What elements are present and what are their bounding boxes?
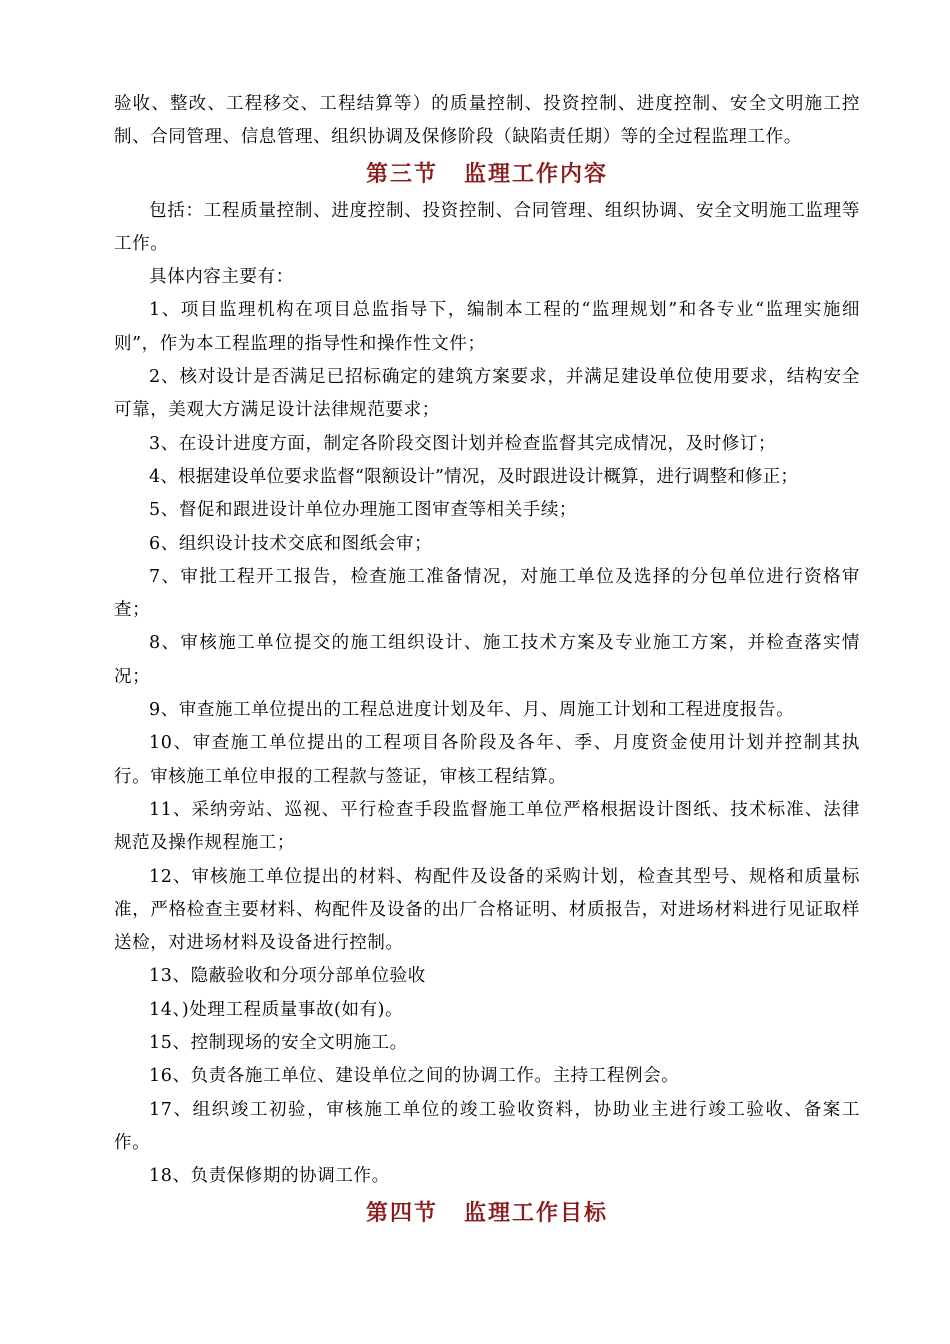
section-3-number: 第三节	[365, 161, 438, 187]
section-3-title: 监理工作内容	[464, 161, 609, 187]
list-item: 15、控制现场的安全文明施工。	[149, 1033, 408, 1054]
section-4-heading	[114, 1194, 860, 1234]
list-item: 7、审批工程开工报告，检查施工准备情况，对施工单位及选择的分包单位进行资格审查；	[114, 566, 860, 621]
list-item: 12、审核施工单位提出的材料、构配件及设备的采购计划，检查其型号、规格和质量标准，严格检查主要材料、构配件及设备的出厂合格证明、材质报告，对进场材料进行见证取样送检，对进场材料及设备进行控制。	[114, 866, 860, 954]
intro-paragraph: 验收、整改、工程移交、工程结算等）的质量控制、投资控制、进度控制、安全文明施工控制、合同管理、信息管理、组织协调及保修阶段（缺陷责任期）等的全过程监理工作。	[114, 94, 860, 148]
list-item: 17、组织竣工初验，审核施工单位的竣工验收资料，协助业主进行竣工验收、备案工作。	[114, 1099, 860, 1153]
list-item: 8、审核施工单位提交的施工组织设计、施工技术方案及专业施工方案，并检查落实情况；	[114, 633, 860, 687]
list-item: 5、督促和跟进设计单位办理施工图审查等相关手续；	[149, 500, 578, 521]
section-4-title: 监理工作目标	[464, 1200, 609, 1226]
list-item: 2、核对设计是否满足已招标确定的建筑方案要求，并满足建设单位使用要求，结构安全可靠，美观大方满足设计法律规范要求；	[114, 367, 860, 421]
lead-paragraph: 具体内容主要有：	[149, 267, 294, 288]
section-4-number: 第四节	[365, 1200, 438, 1226]
list-item: 9、审查施工单位提出的工程总进度计划及年、月、周施工计划和工程进度报告。	[149, 700, 795, 721]
list-item: 11、采纳旁站、巡视、平行检查手段监督施工单位严格根据设计图纸、技术标准、法律规范及操作规程施工；	[114, 799, 860, 854]
document-page	[114, 88, 860, 1234]
summary-paragraph: 包括：工程质量控制、进度控制、投资控制、合同管理、组织协调、安全文明施工监理等工作。	[114, 200, 860, 254]
list-item: 4、根据建设单位要求监督“限额设计”情况，及时跟进设计概算，进行调整和修正；	[149, 466, 799, 487]
list-item: 18、负责保修期的协调工作。	[149, 1166, 390, 1187]
list-item: 10、审查施工单位提出的工程项目各阶段及各年、季、月度资金使用计划并控制其执行。审核施工单位申报的工程款与签证，审核工程结算。	[114, 733, 860, 787]
list-item: 6、组织设计技术交底和图纸会审；	[149, 533, 433, 554]
list-item: 16、负责各施工单位、建设单位之间的协调工作。主持工程例会。	[149, 1066, 680, 1087]
list-item: 13、隐蔽验收和分项分部单位验收	[149, 966, 426, 987]
list-item: 14、)处理工程质量事故(如有)。	[149, 999, 404, 1020]
list-item: 1、项目监理机构在项目总监指导下，编制本工程的“监理规划”和各专业“监理实施细则”，作为本工程监理的指导性和操作性文件；	[114, 300, 860, 354]
section-3-heading	[114, 155, 860, 195]
list-item: 3、在设计进度方面，制定各阶段交图计划并检查监督其完成情况，及时修订；	[149, 433, 777, 454]
